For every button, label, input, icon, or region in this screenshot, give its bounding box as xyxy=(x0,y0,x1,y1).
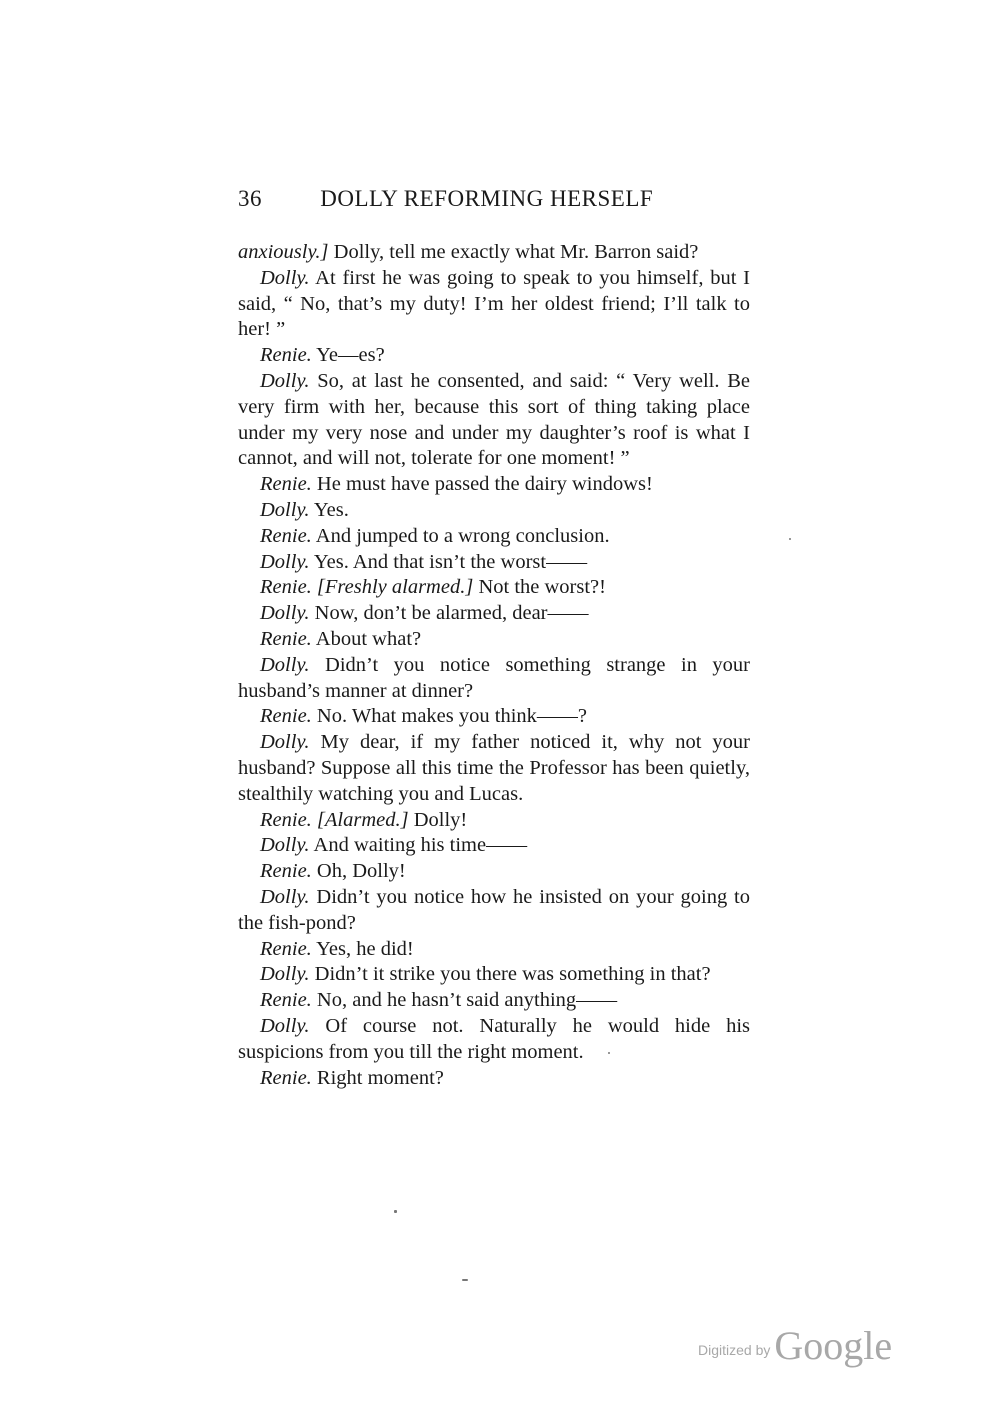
line-text: And waiting his time—— xyxy=(309,834,528,857)
dialogue-line xyxy=(238,369,750,472)
dialogue-line xyxy=(238,885,750,937)
line-text: And jumped to a wrong conclusion. xyxy=(311,524,610,547)
speaker-name: Renie. xyxy=(260,989,312,1012)
line-text: Oh, Dolly! xyxy=(311,860,406,883)
speaker-name: Dolly. xyxy=(260,885,310,908)
line-text: At first he was going to speak to you himself, but I said, “ No, that’s my duty! I’m her oldest friend; I’ll talk to her! ” xyxy=(238,266,750,341)
watermark-logo: Google xyxy=(774,1323,893,1368)
speaker-name: Renie. xyxy=(260,524,312,547)
line-text: My dear, if my father noticed it, why not your husband? Suppose all this time the Professor has been quietly, stealthily watching you and Lucas. xyxy=(238,731,750,805)
digitized-watermark xyxy=(698,1322,918,1372)
line-text: Of course not. Naturally he would hide his suspicions from you till the right moment. xyxy=(238,1014,750,1063)
dialogue-line xyxy=(238,627,750,653)
dialogue-line xyxy=(238,1014,750,1066)
dialogue-line xyxy=(238,266,750,343)
speaker-name: Dolly. xyxy=(260,731,310,754)
speaker-name: Dolly. xyxy=(260,498,310,521)
speaker-name: Renie. xyxy=(260,705,312,728)
speaker-name: Dolly. xyxy=(260,369,310,392)
speaker-name: Renie. xyxy=(260,808,312,831)
line-text: Now, don’t be alarmed, dear—— xyxy=(309,602,589,625)
stage-direction: [Freshly alarmed.] xyxy=(311,576,474,599)
dialogue-line xyxy=(238,575,750,601)
dialogue-line xyxy=(238,704,750,730)
dialogue-line xyxy=(238,988,750,1014)
stage-direction: [Alarmed.] xyxy=(311,808,409,831)
dialogue-line xyxy=(238,472,750,498)
dialogue-line xyxy=(238,833,750,859)
dialogue-line xyxy=(238,653,750,705)
dialogue-line xyxy=(238,962,750,988)
dialogue-line xyxy=(238,937,750,963)
line-text: About what? xyxy=(311,627,422,650)
dialogue-line xyxy=(238,343,750,369)
dialogue-line xyxy=(238,550,750,576)
dialogue-line xyxy=(238,498,750,524)
speaker-name: Renie. xyxy=(260,473,312,496)
dialogue-text xyxy=(238,240,750,1091)
scan-speck xyxy=(608,1052,610,1054)
line-text: Right moment? xyxy=(311,1066,444,1089)
speaker-name: Dolly. xyxy=(260,1014,310,1037)
line-text: No. What makes you think——? xyxy=(311,705,587,728)
dialogue-line xyxy=(238,1066,750,1092)
stage-direction: anxiously.] xyxy=(238,241,329,263)
dialogue-line xyxy=(238,808,750,834)
speaker-name: Dolly. xyxy=(260,834,310,857)
scan-speck xyxy=(789,538,791,540)
line-text: Didn’t you notice how he insisted on your going to the fish-pond? xyxy=(238,885,750,934)
speaker-name: Renie. xyxy=(260,1066,312,1089)
line-text: Dolly, tell me exactly what Mr. Barron said? xyxy=(328,241,699,263)
dialogue-line xyxy=(238,601,750,627)
dialogue-line xyxy=(238,859,750,885)
line-text: Ye—es? xyxy=(311,344,385,367)
page-header xyxy=(238,186,758,216)
line-text: Didn’t you notice something strange in your husband’s manner at dinner? xyxy=(238,653,750,702)
speaker-name: Renie. xyxy=(260,344,312,367)
speaker-name: Dolly. xyxy=(260,266,310,289)
line-text: No, and he hasn’t said anything—— xyxy=(311,989,618,1012)
speaker-name: Renie. xyxy=(260,576,312,599)
speaker-name: Renie. xyxy=(260,860,312,883)
speaker-name: Dolly. xyxy=(260,653,310,676)
speaker-name: Renie. xyxy=(260,627,312,650)
dialogue-line xyxy=(238,730,750,807)
running-title: DOLLY REFORMING HERSELF xyxy=(320,186,654,211)
line-text: Yes. And that isn’t the worst—— xyxy=(309,550,588,573)
speaker-name: Renie. xyxy=(260,937,312,960)
speaker-name: Dolly. xyxy=(260,963,310,986)
line-text: He must have passed the dairy windows! xyxy=(311,473,653,496)
line-text: So, at last he consented, and said: “ Very well. Be very firm with her, because this sort of thing taking place under my very nose and under my daughter’s roof is what I cannot, and will not, tolerate for one moment! ” xyxy=(238,369,750,470)
line-text: Dolly! xyxy=(408,808,468,831)
dialogue-line xyxy=(238,524,750,550)
line-text: Yes. xyxy=(309,498,349,521)
line-text: Not the worst?! xyxy=(473,576,606,599)
scan-speck xyxy=(394,1210,397,1213)
speaker-name: Dolly. xyxy=(260,550,310,573)
line-text: Yes, he did! xyxy=(311,937,414,960)
page-number: 36 xyxy=(238,186,262,211)
scan-speck xyxy=(462,1279,468,1281)
line-text: Didn’t it strike you there was something in that? xyxy=(309,963,711,986)
watermark-prefix: Digitized by xyxy=(698,1342,771,1358)
speaker-name: Dolly. xyxy=(260,602,310,625)
dialogue-line xyxy=(238,240,750,266)
